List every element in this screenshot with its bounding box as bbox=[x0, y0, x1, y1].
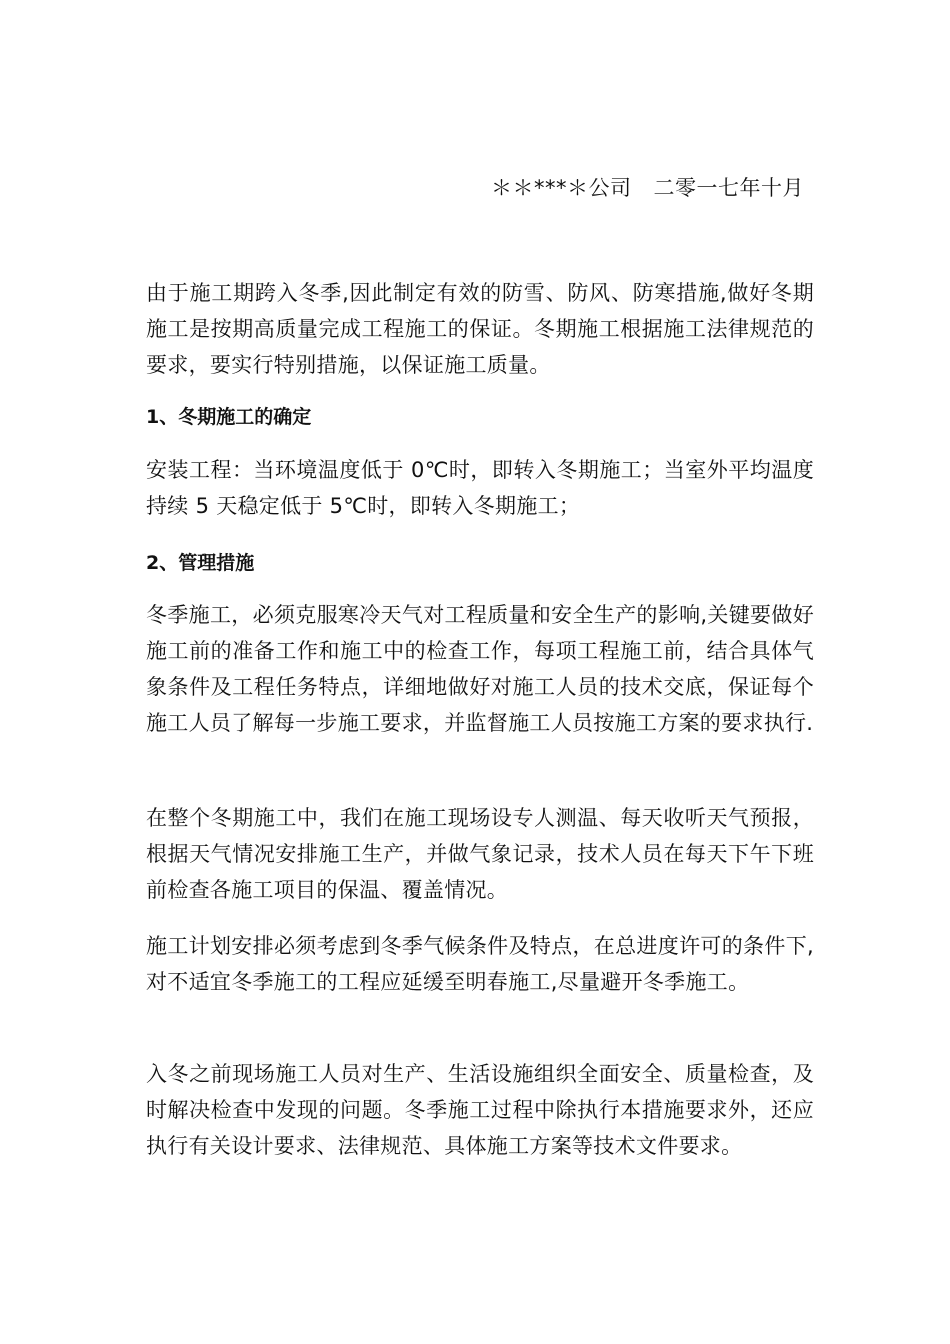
intro-paragraph-block bbox=[146, 275, 814, 383]
intro-paragraph: 由于施工期跨入冬季,因此制定有效的防雪、防风、防寒措施,做好冬期施工是按期高质量完成工程施工的保证。冬期施工根据施工法律规范的要求，要实行特别措施，以保证施工质量。 bbox=[146, 281, 814, 377]
section-1-paragraph: 安装工程：当环境温度低于 0℃时，即转入冬期施工；当室外平均温度持续 5 天稳定低于 5℃时，即转入冬期施工； bbox=[146, 458, 814, 518]
section-2-paragraph-1: 冬季施工，必须克服寒冷天气对工程质量和安全生产的影响,关键要做好施工前的准备工作和施工中的检查工作，每项工程施工前，结合具体气象条件及工程任务特点，详细地做好对施工人员的技术交底，保证每个施工人员了解每一步施工要求，并监督施工人员按施工方案的要求执行. bbox=[146, 603, 814, 735]
section-2-paragraph-4-block bbox=[146, 1056, 814, 1164]
section-2-paragraph-2-block bbox=[146, 800, 814, 908]
section-2-paragraph-4: 入冬之前现场施工人员对生产、生活设施组织全面安全、质量检查，及时解决检查中发现的问题。冬季施工过程中除执行本措施要求外，还应执行有关设计要求、法律规范、具体施工方案等技术文件要求。 bbox=[146, 1062, 814, 1158]
section-1-paragraph-block bbox=[146, 452, 814, 524]
document-date: 二零一七年十月 bbox=[653, 176, 804, 200]
section-2-paragraph-2: 在整个冬期施工中，我们在施工现场设专人测温、每天收听天气预报，根据天气情况安排施工生产，并做气象记录，技术人员在每天下午下班前检查各施工项目的保温、覆盖情况。 bbox=[146, 806, 814, 902]
company-date-line bbox=[491, 172, 804, 202]
section-2-paragraph-3: 施工计划安排必须考虑到冬季气候条件及特点，在总进度许可的条件下,对不适宜冬季施工的工程应延缓至明春施工,尽量避开冬季施工。 bbox=[146, 934, 814, 994]
section-2-paragraph-1-block bbox=[146, 597, 814, 741]
company-name: ＊＊***＊公司 bbox=[491, 176, 632, 200]
section-2-heading: 2、管理措施 bbox=[146, 552, 255, 574]
section-2-paragraph-3-block bbox=[146, 928, 814, 1000]
section-1-heading: 1、冬期施工的确定 bbox=[146, 406, 312, 428]
